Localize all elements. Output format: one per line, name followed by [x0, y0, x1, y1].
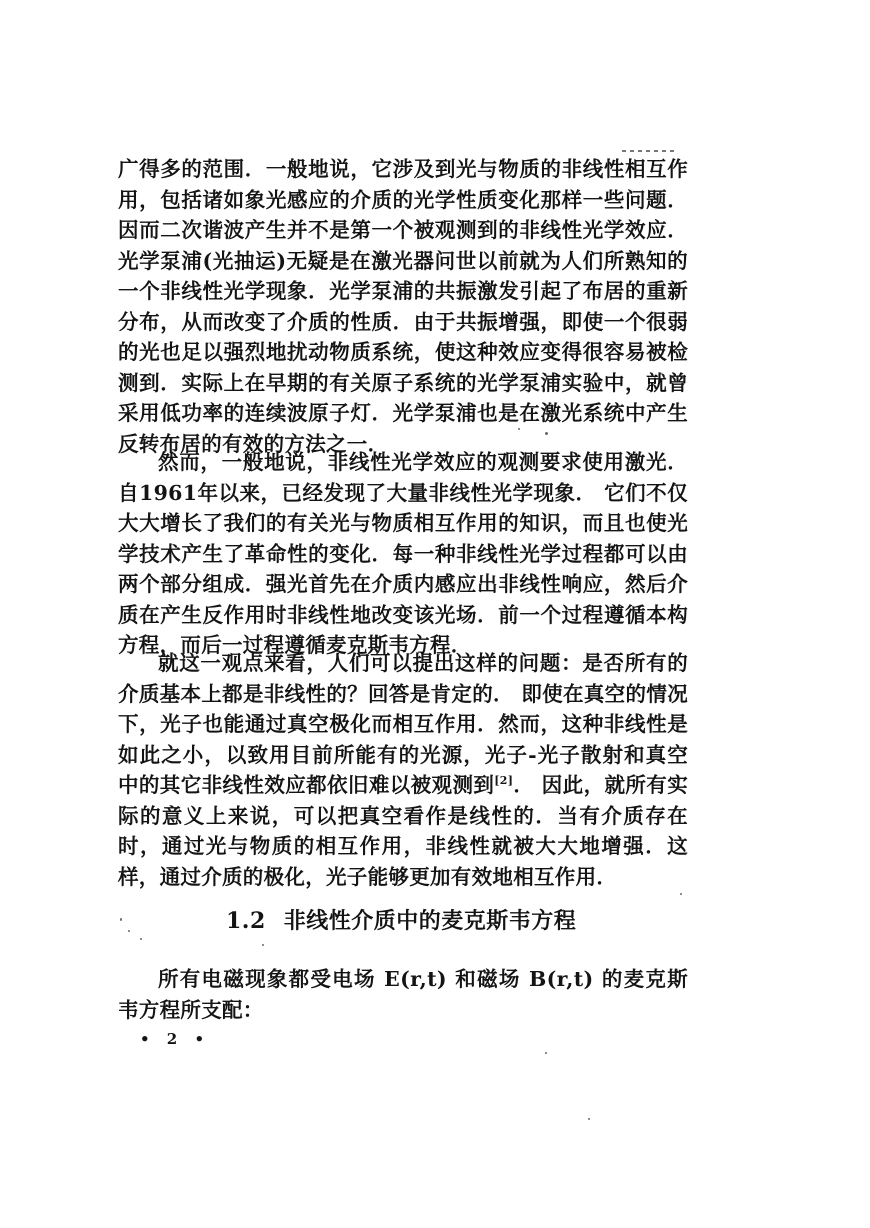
scan-speck — [680, 893, 682, 895]
paragraph-3 — [118, 648, 688, 892]
paragraph-2: 然而，一般地说，非线性光学效应的观测要求使用激光． 自1961年以来，已经发现了大量非线性光学现象． 它们不仅大大增长了我们的有关光与物质相互作用的知识，而且也使光学技术产生了革命性的变化．每一种非线性光学过程都可以由两个部分组成．强光首先在介质内感应出非线性响应，然后介质在产生反作用时非线性地改变该光场．前一个过程遵循本构方程，而后一过程遵循麦克斯韦方程． — [118, 450, 688, 657]
scan-mark — [622, 150, 676, 152]
reference-marker: [2] — [494, 774, 514, 788]
paragraph-1: 广得多的范围．一般地说，它涉及到光与物质的非线性相互作用，包括诸如象光感应的介质的光学性质变化那样一些问题．因而二次谐波产生并不是第一个被观测到的非线性光学效应．光学泵浦(光抽运)无疑是在激光器问世以前就为人们所熟知的一个非线性光学现象．光学泵浦的共振激发引起了布居的重新分布，从而改变了介质的性质．由于共振增强，即使一个很弱的光也足以强烈地扰动物质系统，使这种效应变得很容易被检测到．实际上在早期的有关原子系统的光学泵浦实验中，就曾采用低功率的连续波原子灯．光学泵浦也是在激光系统中产生反转布居的有效的方法之一． — [118, 157, 688, 456]
scan-speck — [545, 432, 548, 435]
scan-speck — [120, 918, 122, 921]
scan-speck — [518, 428, 520, 430]
scan-speck — [140, 938, 142, 940]
paragraph-3-text: 就这一观点来看，人们可以提出这样的问题：是否所有的介质基本上都是非线性的？回答是肯定的． 即使在真空的情况下，光子也能通过真空极化而相互作用．然而，这种非线性是如此之小，以致用目前所能有的光源，光子-光子散射和真空中的其它非线性效应都依旧难以被观测到 — [118, 651, 688, 797]
section-title: 非线性介质中的麦克斯韦方程 — [283, 908, 577, 934]
scan-speck — [588, 1118, 590, 1120]
scan-speck — [262, 944, 264, 946]
section-number: 1.2 — [226, 908, 266, 934]
page-number: • 2 • — [140, 1030, 211, 1048]
paragraph-3-text-continued: ． 因此，就所有实际的意义上来说，可以把真空看作是线性的．当有介质存在时，通过光与物质的相互作用，非线性就被大大地增强．这样，通过介质的极化，光子能够更加有效地相互作用． — [118, 773, 688, 889]
section-heading — [226, 904, 576, 935]
scan-speck — [545, 1052, 547, 1054]
scan-speck — [128, 930, 130, 932]
paragraph-4: 所有电磁现象都受电场 E(r,t) 和磁场 B(r,t) 的麦克斯韦方程所支配： — [118, 967, 688, 1022]
